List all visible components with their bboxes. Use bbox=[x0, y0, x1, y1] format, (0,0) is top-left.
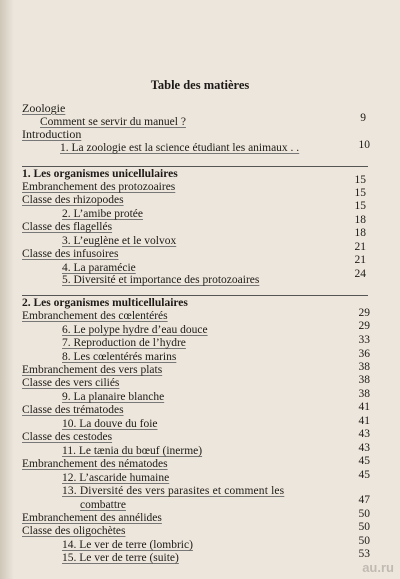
toc-page-number: 15 bbox=[354, 174, 366, 186]
toc-page-number: 24 bbox=[354, 268, 366, 280]
toc-page-number: 41 bbox=[358, 415, 370, 427]
toc-entry: Embranchement des annélides bbox=[22, 512, 162, 524]
toc-page-number: 10 bbox=[358, 139, 370, 151]
toc-page-number: 15 bbox=[354, 200, 366, 212]
toc-entry: 11. Le tænia du bœuf (inerme) bbox=[62, 445, 203, 457]
toc-entry: 7. Reproduction de l’hydre bbox=[62, 337, 186, 349]
toc-entry: 14. Le ver de terre (lombric) bbox=[62, 539, 193, 551]
toc-entry: Classe des vers ciliés bbox=[22, 377, 120, 389]
section-divider bbox=[22, 295, 368, 296]
toc-entry: Embranchement des cœlentérés bbox=[22, 310, 168, 322]
site-watermark: au.ru bbox=[362, 560, 394, 575]
toc-entry: Classe des rhizopodes bbox=[22, 194, 124, 206]
toc-entry: Classe des trématodes bbox=[22, 404, 124, 416]
toc-page-number: 45 bbox=[358, 469, 370, 481]
toc-page-number: 53 bbox=[358, 548, 370, 560]
toc-page-number: 15 bbox=[354, 187, 366, 199]
toc-heading-zoologie: Zoologie bbox=[22, 101, 66, 115]
toc-page-number: 47 bbox=[358, 494, 370, 506]
toc-entry: 15. Le ver de terre (suite) bbox=[62, 552, 179, 564]
toc-page-number: 29 bbox=[358, 307, 370, 319]
toc-page-number: 50 bbox=[358, 508, 370, 520]
page-title: Table des matières bbox=[150, 78, 250, 92]
toc-page-number: 9 bbox=[360, 112, 366, 124]
toc-entry: Embranchement des nématodes bbox=[22, 458, 168, 470]
toc-page-number: 38 bbox=[358, 388, 370, 400]
toc-page-number: 29 bbox=[358, 320, 370, 332]
section-divider bbox=[22, 166, 368, 167]
toc-entry: 1. La zoologie est la science étudiant les animaux . . bbox=[60, 142, 300, 154]
toc-page-number: 18 bbox=[354, 227, 366, 239]
toc-entry: Classe des infusoires bbox=[22, 248, 119, 260]
toc-entry: 13. Diversité des vers parasites et comment les bbox=[62, 485, 285, 497]
toc-section-multicellulaires: 2. Les organismes multicellulaires bbox=[22, 297, 188, 309]
toc-page-number: 50 bbox=[358, 521, 370, 533]
toc-page-number: 50 bbox=[358, 535, 370, 547]
toc-entry: Embranchement des protozoaires bbox=[22, 181, 176, 193]
toc-entry: Classe des oligochètes bbox=[22, 525, 126, 537]
toc-page-number: 21 bbox=[354, 254, 366, 266]
toc-section-unicellulaires: 1. Les organismes unicellulaires bbox=[22, 168, 178, 180]
toc-entry: 8. Les cœlentérés marins bbox=[62, 351, 177, 363]
toc-page-number: 18 bbox=[354, 214, 366, 226]
toc-entry: Comment se servir du manuel ? bbox=[40, 116, 186, 128]
toc-page-number: 38 bbox=[358, 374, 370, 386]
toc-heading-introduction: Introduction bbox=[22, 127, 82, 141]
toc-entry: 2. L’amibe protée bbox=[62, 208, 144, 220]
toc-page-number: 45 bbox=[358, 455, 370, 467]
toc-entry-continuation: combattre bbox=[80, 499, 126, 511]
toc-entry: 10. La douve du foie bbox=[62, 418, 158, 430]
toc-entry: Embranchement des vers plats bbox=[22, 364, 163, 376]
toc-page-number: 21 bbox=[354, 241, 366, 253]
toc-entry: 6. Le polype hydre d’eau douce bbox=[62, 324, 208, 336]
toc-entry: Classe des flagellés bbox=[22, 221, 113, 233]
toc-entry: 5. Diversité et importance des protozoaires bbox=[62, 274, 260, 286]
toc-entry: 3. L’euglène et le volvox bbox=[62, 235, 177, 247]
toc-page-number: 43 bbox=[358, 428, 370, 440]
toc-page-number: 43 bbox=[358, 442, 370, 454]
toc-page-number: 41 bbox=[358, 401, 370, 413]
toc-page-number: 38 bbox=[358, 361, 370, 373]
toc-entry: 12. L’ascaride humaine bbox=[62, 472, 170, 484]
toc-page-number: 36 bbox=[358, 348, 370, 360]
toc-entry: Classe des cestodes bbox=[22, 431, 113, 443]
toc-entry: 9. La planaire blanche bbox=[62, 391, 165, 403]
toc-entry: 4. La paramécie bbox=[62, 262, 136, 274]
toc-page-number: 33 bbox=[358, 334, 370, 346]
